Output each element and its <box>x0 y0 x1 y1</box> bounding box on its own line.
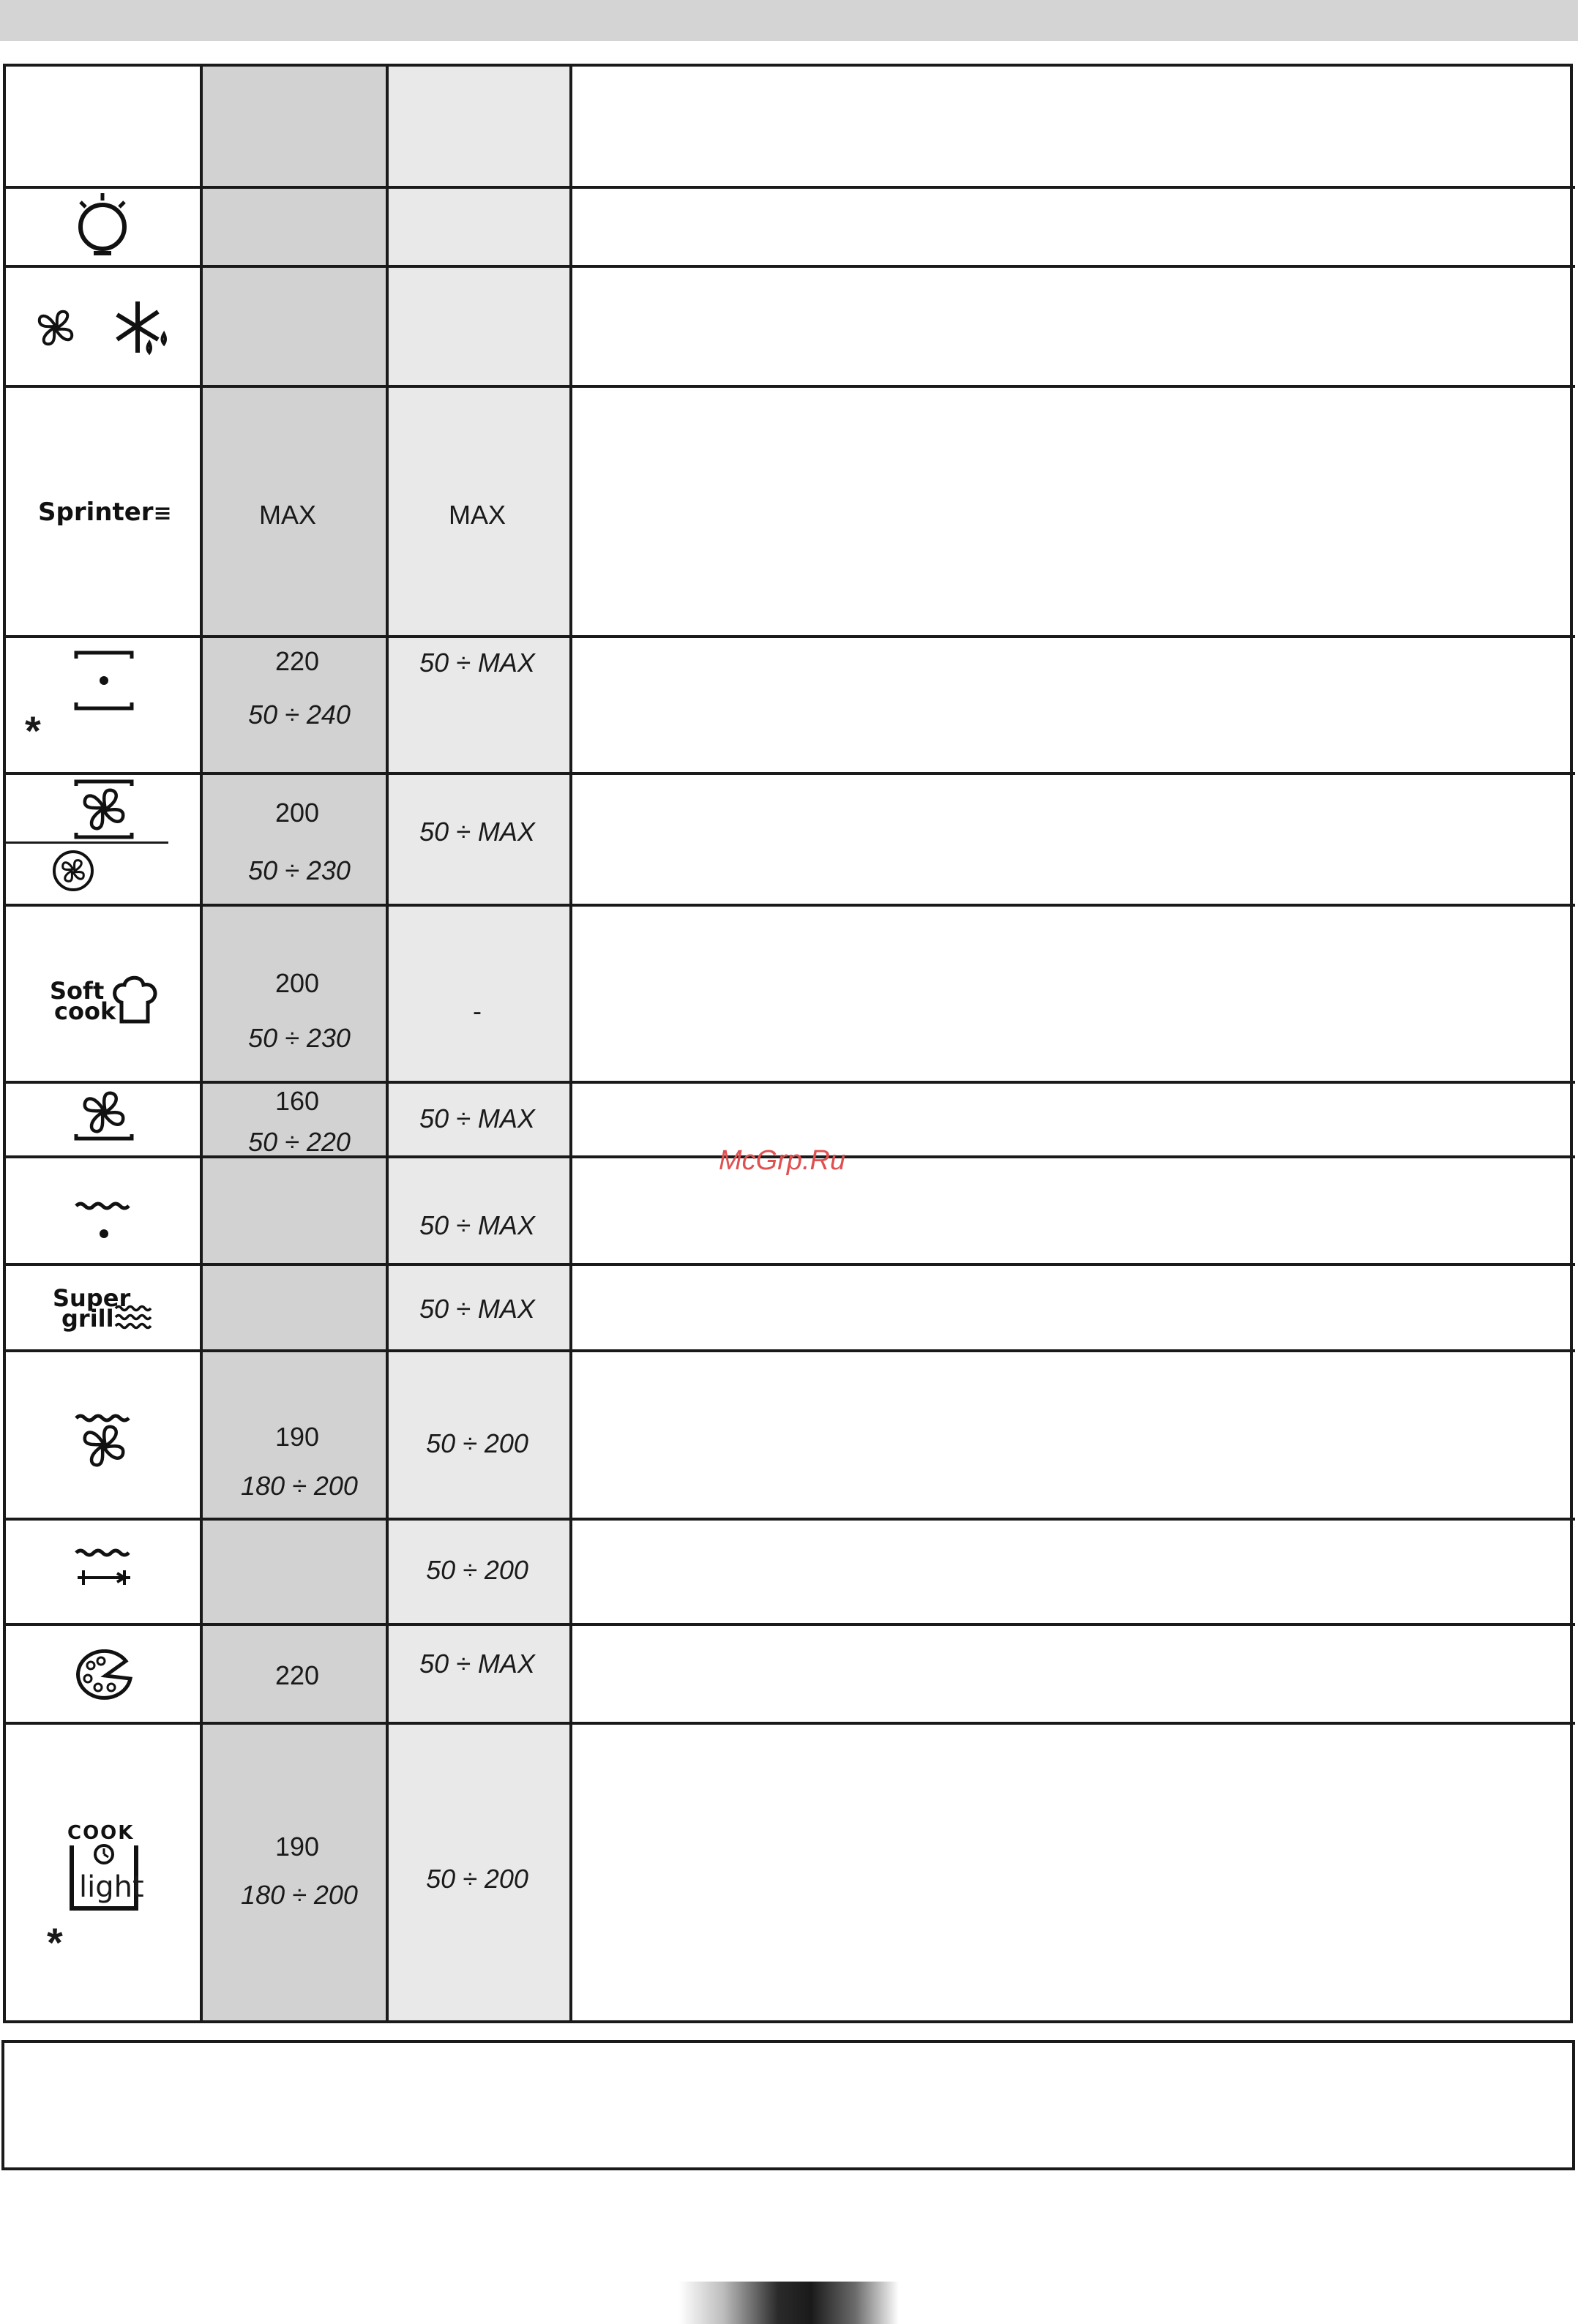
temp-default-cook-light: 190 <box>274 1832 320 1862</box>
temp-default-fan-grill: 190 <box>274 1422 320 1452</box>
fan-bottom-heat-icon <box>73 1086 135 1143</box>
row-divider <box>3 1349 1575 1352</box>
temp-default-fan-forced: 200 <box>274 798 320 828</box>
temp-default-pizza: 220 <box>274 1660 320 1690</box>
column-divider <box>386 64 389 2023</box>
cook-light-label: light <box>79 1870 144 1904</box>
chef-hat-icon <box>108 973 161 1026</box>
pizza-icon <box>73 1649 135 1702</box>
row-divider <box>3 772 1575 775</box>
soft-cook-icon: Soft cook <box>50 977 116 1025</box>
functions-table <box>3 64 1573 2023</box>
asterisk-note: * <box>25 708 41 754</box>
row-divider <box>3 1518 1575 1521</box>
asterisk-note: * <box>47 1919 63 1965</box>
temp-default-sprinter: MAX <box>258 500 317 530</box>
watermark: McGrp.Ru <box>719 1145 846 1176</box>
row-divider <box>3 1263 1575 1266</box>
defrost-icon <box>111 299 173 360</box>
power-range-fan-forced: 50 ÷ MAX <box>419 817 535 847</box>
page-tab <box>679 2282 899 2324</box>
temp-range-conventional: 50 ÷ 240 <box>248 700 351 730</box>
fan-ring-heat-icon <box>73 779 135 840</box>
temp-range-fan-grill: 180 ÷ 200 <box>241 1471 358 1501</box>
power-range-soft-cook: - <box>473 996 482 1026</box>
power-range-turbo-grill: 50 ÷ 200 <box>426 1555 528 1585</box>
temp-default-conventional: 220 <box>274 646 320 676</box>
fan-icon <box>32 304 79 351</box>
oven-lamp-icon <box>73 192 132 259</box>
row-divider <box>3 1081 1575 1084</box>
power-range-grill: 50 ÷ MAX <box>419 1210 535 1240</box>
row-divider <box>3 385 1575 388</box>
power-range-sprinter: MAX <box>448 500 506 530</box>
power-range-fan-bottom: 50 ÷ MAX <box>419 1103 535 1133</box>
super-grill-icon: Super grill <box>53 1284 131 1332</box>
row-divider <box>3 186 1575 189</box>
column-divider <box>569 64 572 2023</box>
temp-range-cook-light: 180 ÷ 200 <box>241 1880 358 1910</box>
temp-range-fan-forced: 50 ÷ 230 <box>248 855 351 885</box>
row-divider <box>3 635 1575 638</box>
top-header-band <box>0 0 1578 41</box>
power-range-fan-grill: 50 ÷ 200 <box>426 1428 528 1458</box>
grill-waves-icon <box>114 1301 155 1330</box>
row-divider <box>3 1722 1575 1725</box>
grill-icon <box>73 1199 135 1242</box>
row-divider <box>3 904 1575 907</box>
temp-range-soft-cook: 50 ÷ 230 <box>248 1023 351 1053</box>
grill-rotisserie-icon <box>73 1545 135 1592</box>
circular-fan-icon <box>51 849 95 893</box>
temp-default-fan-bottom: 160 <box>274 1086 320 1116</box>
power-range-pizza: 50 ÷ MAX <box>419 1649 535 1679</box>
power-range-super-grill: 50 ÷ MAX <box>419 1294 535 1324</box>
temp-default-soft-cook: 200 <box>274 968 320 998</box>
top-bottom-heat-icon <box>73 648 135 713</box>
icon-sub-divider <box>3 841 168 844</box>
fan-grill-icon <box>73 1411 135 1472</box>
sprinter-icon: Sprinter≡ <box>38 498 171 527</box>
cook-light-icon: COOK <box>67 1822 135 1844</box>
column-divider <box>200 64 203 2023</box>
power-range-cook-light: 50 ÷ 200 <box>426 1864 528 1894</box>
note-box <box>1 2040 1575 2170</box>
row-divider <box>3 1623 1575 1626</box>
power-range-conventional: 50 ÷ MAX <box>419 648 535 678</box>
row-divider <box>3 265 1575 268</box>
temp-range-fan-bottom: 50 ÷ 220 <box>248 1127 351 1157</box>
